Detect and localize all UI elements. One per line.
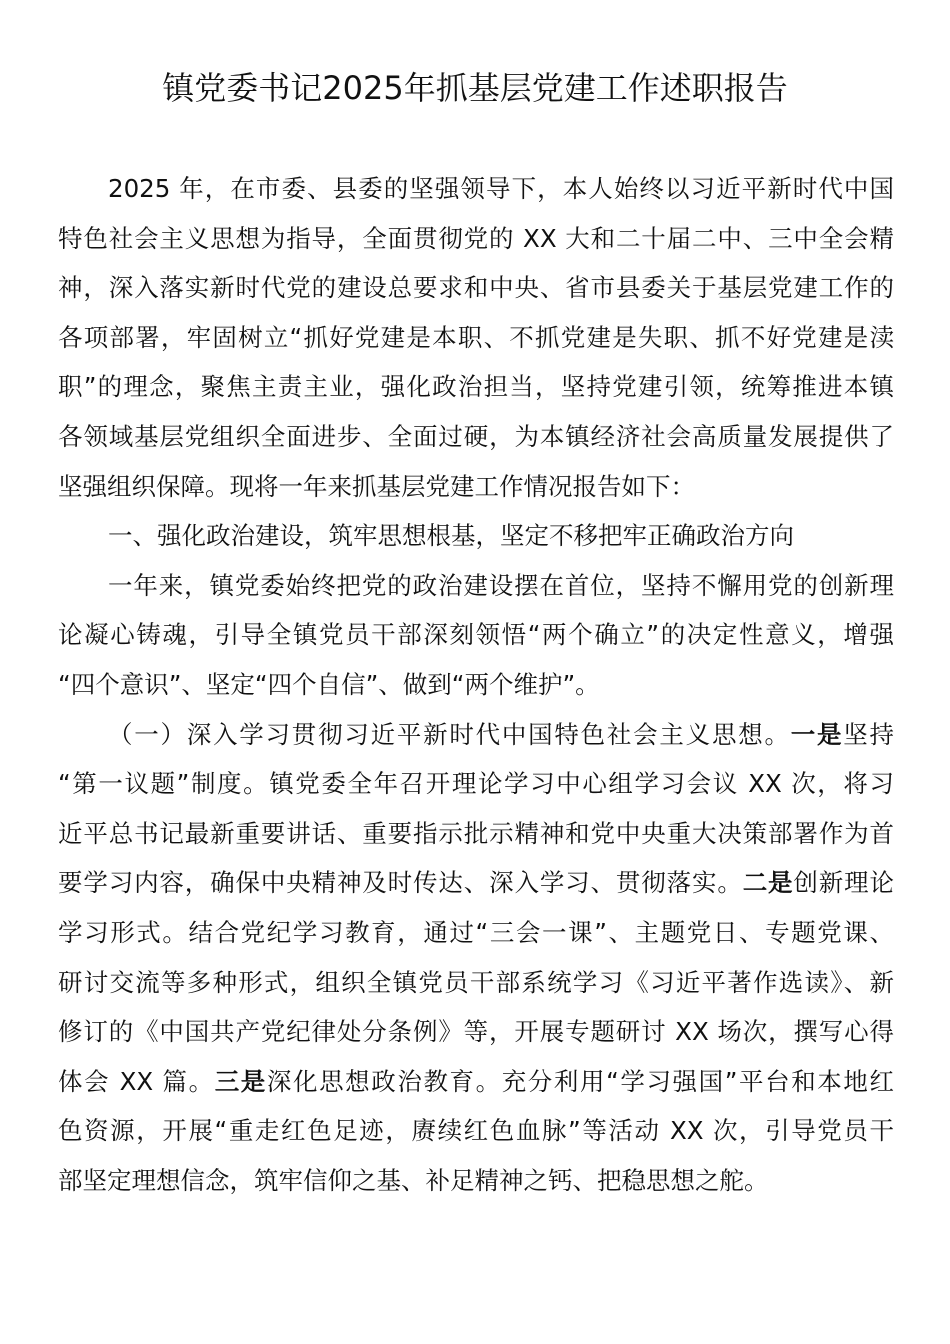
paragraph-section-1 xyxy=(58,561,894,710)
text-line: 坚强组织保障。现将一年来抓基层党建工作情况报告如下： xyxy=(58,471,695,501)
text-line: 特色社会主义思想为指导，全面贯彻党的 XX 大和二十届二中、三中全会精 xyxy=(58,223,894,253)
text-run: 修订的《中国共产党纪律处分条例》等，开展专题研讨 XX 场次，撰写心得 xyxy=(58,1017,894,1047)
text-line xyxy=(58,1156,894,1206)
text-run: 体会 XX 篇。 xyxy=(58,1066,215,1096)
text-line: 一年来，镇党委始终把党的政治建设摆在首位，坚持不懈用党的创新理 xyxy=(108,570,894,600)
text-line: 2025 年，在市委、县委的坚强领导下，本人始终以习近平新时代中国 xyxy=(108,174,894,203)
document-title: 镇党委书记2025年抓基层党建工作述职报告 xyxy=(162,69,788,107)
text-run: 研讨交流等多种形式，组织全镇党员干部系统学习《习近平著作选读》、新 xyxy=(58,967,894,997)
text-line: 各领域基层党组织全面进步、全面过硬，为本镇经济社会高质量发展提供了 xyxy=(58,421,894,451)
bold-run-yishi: 一是 xyxy=(790,719,844,749)
text-run: 色资源，开展“重走红色足迹，赓续红色血脉”等活动 XX 次，引导党员干 xyxy=(58,1116,894,1146)
paragraph-subsection-1 xyxy=(58,710,894,1206)
text-line xyxy=(58,809,894,859)
text-line: “四个意识”、坚定“四个自信”、做到“两个维护”。 xyxy=(58,669,600,699)
text-run: 近平总书记最新重要讲话、重要指示批示精神和党中央重大决策部署作为首 xyxy=(58,818,894,848)
text-line xyxy=(58,908,894,958)
text-run: 深化思想政治教育。充分利用“学习强国”平台和本地红 xyxy=(266,1066,894,1096)
text-line xyxy=(58,759,894,809)
text-line xyxy=(58,958,894,1008)
text-line: 各项部署，牢固树立“抓好党建是本职、不抓党建是失职、抓不好党建是渎 xyxy=(58,322,894,352)
document-body xyxy=(58,164,894,1205)
text-line: 论凝心铸魂，引导全镇党员干部深刻领悟“两个确立”的决定性意义，增强 xyxy=(58,620,894,650)
section-heading-text: 一、强化政治建设，筑牢思想根基，坚定不移把牢正确政治方向 xyxy=(108,521,794,551)
text-run: 学习形式。结合党纪学习教育，通过“三会一课”、主题党日、专题党课、 xyxy=(58,917,894,947)
text-run: “第一议题”制度。镇党委全年召开理论学习中心组学习会议 XX 次，将习 xyxy=(58,769,894,799)
text-line xyxy=(58,1106,894,1156)
bold-run-sanshi: 三是 xyxy=(214,1066,267,1096)
text-line xyxy=(58,1007,894,1057)
text-run: 创新理论 xyxy=(793,868,894,898)
paragraph-intro xyxy=(58,164,894,511)
text-line xyxy=(58,1057,894,1107)
text-run: 要学习内容，确保中央精神及时传达、深入学习、贯彻落实。 xyxy=(58,868,743,898)
text-line xyxy=(58,710,894,760)
text-line: 神，深入落实新时代党的建设总要求和中央、省市县委关于基层党建工作的 xyxy=(58,273,894,303)
bold-run-ershi: 二是 xyxy=(742,868,794,898)
text-run: （一）深入学习贯彻习近平新时代中国特色社会主义思想。 xyxy=(108,719,791,749)
text-line: 职”的理念，聚焦主责主业，强化政治担当，坚持党建引领，统筹推进本镇 xyxy=(58,372,894,402)
section-heading xyxy=(58,511,894,561)
text-run: 部坚定理想信念，筑牢信仰之基、补足精神之钙、把稳思想之舵。 xyxy=(58,1165,769,1195)
text-line xyxy=(58,858,894,908)
text-run: 坚持 xyxy=(843,719,895,749)
